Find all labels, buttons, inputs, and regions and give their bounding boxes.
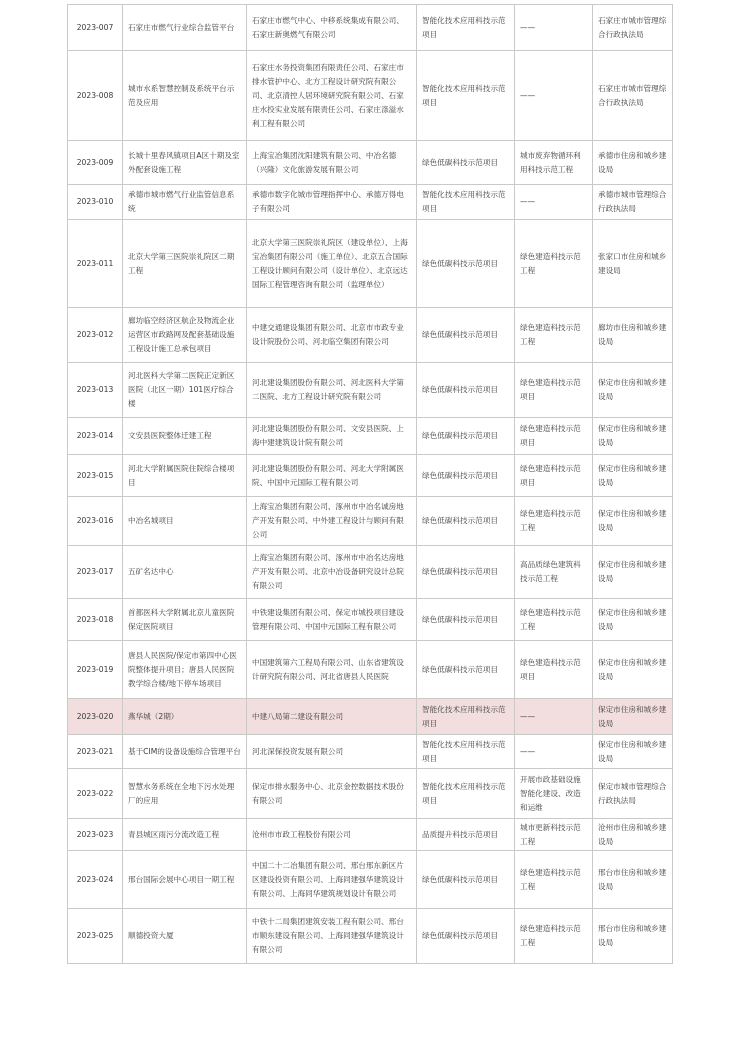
cell-recommending-org: 保定市住房和城乡建设局 — [593, 641, 673, 699]
cell-units: 河北建设集团股份有限公司、河北大学附属医院、中国中元国际工程有限公司 — [247, 455, 417, 497]
cell-project-id: 2023-010 — [68, 185, 123, 220]
table-row — [68, 599, 673, 641]
cell-project-name: 唐县人民医院/保定市第四中心医院整体提升项目；唐县人民医院教学综合楼/地下停车场项目 — [123, 641, 247, 699]
cell-project-type: 绿色低碳科技示范项目 — [417, 909, 515, 964]
cell-project-name: 城市水系智慧控制及系统平台示范及应用 — [123, 51, 247, 141]
cell-project-name: 文安县医院整体迁建工程 — [123, 418, 247, 455]
cell-units: 上海宝冶集团有限公司、涿州市中冶名达房地产开发有限公司、北京中冶设备研究设计总院有限公司 — [247, 546, 417, 599]
cell-recommending-org: 保定市住房和城乡建设局 — [593, 599, 673, 641]
cell-project-type: 智能化技术应用科技示范项目 — [417, 769, 515, 819]
cell-category: —— — [515, 699, 593, 735]
cell-recommending-org: 邢台市住房和城乡建设局 — [593, 909, 673, 964]
cell-units: 中国二十二冶集团有限公司、邢台邢东新区片区建设投资有限公司、上海同建强华建筑设计有限公司、上海同华建筑规划设计有限公司 — [247, 851, 417, 909]
cell-project-id: 2023-014 — [68, 418, 123, 455]
cell-units: 石家庄水务投资集团有限责任公司、石家庄市排水管护中心、北方工程设计研究院有限公司、北京清控人居环境研究院有限公司、石家庄水投实业发展有限责任公司、石家庄涤溢水利工程有限公司 — [247, 51, 417, 141]
cell-units: 石家庄市燃气中心、中移系统集成有限公司、石家庄新奥燃气有限公司 — [247, 5, 417, 51]
cell-project-type: 智能化技术应用科技示范项目 — [417, 699, 515, 735]
cell-category: —— — [515, 185, 593, 220]
cell-category: 城市废弃物循环利用科技示范工程 — [515, 141, 593, 185]
cell-category: 绿色建造科技示范项目 — [515, 418, 593, 455]
cell-project-type: 绿色低碳科技示范项目 — [417, 546, 515, 599]
cell-project-type: 绿色低碳科技示范项目 — [417, 308, 515, 363]
table-row — [68, 141, 673, 185]
cell-category: 绿色建造科技示范工程 — [515, 909, 593, 964]
cell-project-id: 2023-022 — [68, 769, 123, 819]
cell-project-name: 廊坊临空经济区航企及物流企业运营区市政路网及配套基础设施工程设计施工总承包项目 — [123, 308, 247, 363]
cell-project-name: 长城十里春风镇项目A区十期及室外配套设施工程 — [123, 141, 247, 185]
cell-category: 城市更新科技示范工程 — [515, 819, 593, 851]
cell-units: 中铁建设集团有限公司、保定市城投项目建设管理有限公司、中国中元国际工程有限公司 — [247, 599, 417, 641]
cell-units: 上海宝冶集团有限公司、涿州市中冶名诚房地产开发有限公司、中外建工程设计与顾问有限公司 — [247, 497, 417, 546]
cell-recommending-org: 保定市住房和城乡建设局 — [593, 546, 673, 599]
cell-project-id: 2023-008 — [68, 51, 123, 141]
cell-project-id: 2023-011 — [68, 220, 123, 308]
cell-category: 绿色建造科技示范项目 — [515, 641, 593, 699]
cell-category: —— — [515, 5, 593, 51]
cell-project-name: 燕华城（2期） — [123, 699, 247, 735]
cell-recommending-org: 承德市城市管理综合行政执法局 — [593, 185, 673, 220]
cell-units: 上海宝冶集团沈阳建筑有限公司、中冶名德（兴隆）文化旅游发展有限公司 — [247, 141, 417, 185]
cell-project-id: 2023-012 — [68, 308, 123, 363]
cell-recommending-org: 保定市住房和城乡建设局 — [593, 699, 673, 735]
cell-units: 河北建设集团股份有限公司、文安县医院、上海中建建筑设计院有限公司 — [247, 418, 417, 455]
cell-category: 绿色建造科技示范工程 — [515, 308, 593, 363]
cell-project-id: 2023-020 — [68, 699, 123, 735]
cell-recommending-org: 邢台市住房和城乡建设局 — [593, 851, 673, 909]
cell-recommending-org: 保定市城市管理综合行政执法局 — [593, 769, 673, 819]
cell-project-id: 2023-021 — [68, 735, 123, 769]
cell-units: 中铁十二局集团建筑安装工程有限公司、邢台市顺东建设有限公司、上海同建强华建筑设计有限公司 — [247, 909, 417, 964]
table-row — [68, 699, 673, 735]
cell-project-type: 品质提升科技示范项目 — [417, 819, 515, 851]
cell-units: 河北建设集团股份有限公司、河北医科大学第二医院、北方工程设计研究院有限公司 — [247, 363, 417, 418]
table-row — [68, 455, 673, 497]
cell-project-type: 智能化技术应用科技示范项目 — [417, 5, 515, 51]
cell-project-id: 2023-017 — [68, 546, 123, 599]
cell-project-id: 2023-015 — [68, 455, 123, 497]
cell-project-type: 绿色低碳科技示范项目 — [417, 497, 515, 546]
cell-project-type: 绿色低碳科技示范项目 — [417, 455, 515, 497]
table-row — [68, 5, 673, 51]
cell-project-name: 五矿名达中心 — [123, 546, 247, 599]
cell-category: 绿色建造科技示范工程 — [515, 851, 593, 909]
cell-project-type: 绿色低碳科技示范项目 — [417, 220, 515, 308]
cell-project-name: 中冶名城项目 — [123, 497, 247, 546]
table-row — [68, 819, 673, 851]
cell-units: 沧州市市政工程股份有限公司 — [247, 819, 417, 851]
cell-recommending-org: 保定市住房和城乡建设局 — [593, 497, 673, 546]
cell-project-type: 绿色低碳科技示范项目 — [417, 141, 515, 185]
cell-project-name: 青县城区雨污分流改造工程 — [123, 819, 247, 851]
cell-recommending-org: 承德市住房和城乡建设局 — [593, 141, 673, 185]
cell-recommending-org: 保定市住房和城乡建设局 — [593, 735, 673, 769]
cell-project-id: 2023-025 — [68, 909, 123, 964]
cell-category: 绿色建造科技示范工程 — [515, 220, 593, 308]
cell-category: 绿色建造科技示范工程 — [515, 599, 593, 641]
cell-units: 承德市数字化城市管理指挥中心、承德万得电子有限公司 — [247, 185, 417, 220]
cell-project-name: 石家庄市燃气行业综合监管平台 — [123, 5, 247, 51]
cell-project-type: 绿色低碳科技示范项目 — [417, 599, 515, 641]
cell-project-name: 邢台国际会展中心项目一期工程 — [123, 851, 247, 909]
cell-recommending-org: 石家庄市城市管理综合行政执法局 — [593, 51, 673, 141]
cell-category: 绿色建造科技示范项目 — [515, 455, 593, 497]
table-row — [68, 497, 673, 546]
cell-project-id: 2023-018 — [68, 599, 123, 641]
cell-project-type: 智能化技术应用科技示范项目 — [417, 185, 515, 220]
table-row — [68, 546, 673, 599]
cell-category: 绿色建造科技示范项目 — [515, 363, 593, 418]
table-row — [68, 641, 673, 699]
cell-units: 中建八局第二建设有限公司 — [247, 699, 417, 735]
cell-category: 开展市政基础设施智能化建设、改造和运维 — [515, 769, 593, 819]
table-row — [68, 51, 673, 141]
table-row — [68, 185, 673, 220]
cell-project-type: 绿色低碳科技示范项目 — [417, 851, 515, 909]
cell-project-name: 智慧水务系统在全地下污水处理厂的应用 — [123, 769, 247, 819]
cell-units: 北京大学第三医院崇礼院区（建设单位）、上海宝冶集团有限公司（施工单位）、北京五合国际工程设计顾问有限公司（设计单位）、北京远达国际工程管理咨询有限公司（监理单位） — [247, 220, 417, 308]
table-row — [68, 418, 673, 455]
cell-project-type: 绿色低碳科技示范项目 — [417, 363, 515, 418]
cell-project-name: 河北大学附属医院住院综合楼项目 — [123, 455, 247, 497]
cell-project-id: 2023-009 — [68, 141, 123, 185]
table-row — [68, 308, 673, 363]
cell-recommending-org: 石家庄市城市管理综合行政执法局 — [593, 5, 673, 51]
table-row — [68, 851, 673, 909]
cell-recommending-org: 张家口市住房和城乡建设局 — [593, 220, 673, 308]
table-row — [68, 909, 673, 964]
cell-project-name: 首都医科大学附属北京儿童医院保定医院项目 — [123, 599, 247, 641]
cell-units: 河北深保投资发展有限公司 — [247, 735, 417, 769]
cell-project-name: 河北医科大学第二医院正定新区医院（北区一期）101医疗综合楼 — [123, 363, 247, 418]
cell-recommending-org: 沧州市住房和城乡建设局 — [593, 819, 673, 851]
table-row — [68, 735, 673, 769]
table-row — [68, 769, 673, 819]
cell-project-name: 顺德投资大厦 — [123, 909, 247, 964]
cell-project-type: 智能化技术应用科技示范项目 — [417, 735, 515, 769]
cell-project-id: 2023-016 — [68, 497, 123, 546]
cell-category: 绿色建造科技示范工程 — [515, 497, 593, 546]
cell-recommending-org: 保定市住房和城乡建设局 — [593, 363, 673, 418]
cell-project-id: 2023-023 — [68, 819, 123, 851]
table-row — [68, 363, 673, 418]
cell-units: 中建交通建设集团有限公司、北京市市政专业设计院股份公司、河北临空集团有限公司 — [247, 308, 417, 363]
cell-recommending-org: 廊坊市住房和城乡建设局 — [593, 308, 673, 363]
cell-project-name: 北京大学第三医院崇礼院区二期工程 — [123, 220, 247, 308]
cell-project-id: 2023-024 — [68, 851, 123, 909]
cell-project-name: 承德市城市燃气行业监管信息系统 — [123, 185, 247, 220]
cell-units: 保定市排水服务中心、北京金控数据技术股份有限公司 — [247, 769, 417, 819]
project-table — [67, 4, 673, 964]
cell-project-type: 绿色低碳科技示范项目 — [417, 641, 515, 699]
cell-project-id: 2023-019 — [68, 641, 123, 699]
cell-recommending-org: 保定市住房和城乡建设局 — [593, 455, 673, 497]
cell-project-type: 绿色低碳科技示范项目 — [417, 418, 515, 455]
cell-project-id: 2023-013 — [68, 363, 123, 418]
cell-project-type: 智能化技术应用科技示范项目 — [417, 51, 515, 141]
cell-recommending-org: 保定市住房和城乡建设局 — [593, 418, 673, 455]
cell-project-name: 基于CIM的设备设施综合管理平台 — [123, 735, 247, 769]
project-table-body — [68, 5, 673, 964]
cell-category: —— — [515, 735, 593, 769]
cell-units: 中国建筑第六工程局有限公司、山东省建筑设计研究院有限公司、河北省唐县人民医院 — [247, 641, 417, 699]
cell-category: —— — [515, 51, 593, 141]
table-row — [68, 220, 673, 308]
cell-category: 高品质绿色建筑科技示范工程 — [515, 546, 593, 599]
cell-project-id: 2023-007 — [68, 5, 123, 51]
